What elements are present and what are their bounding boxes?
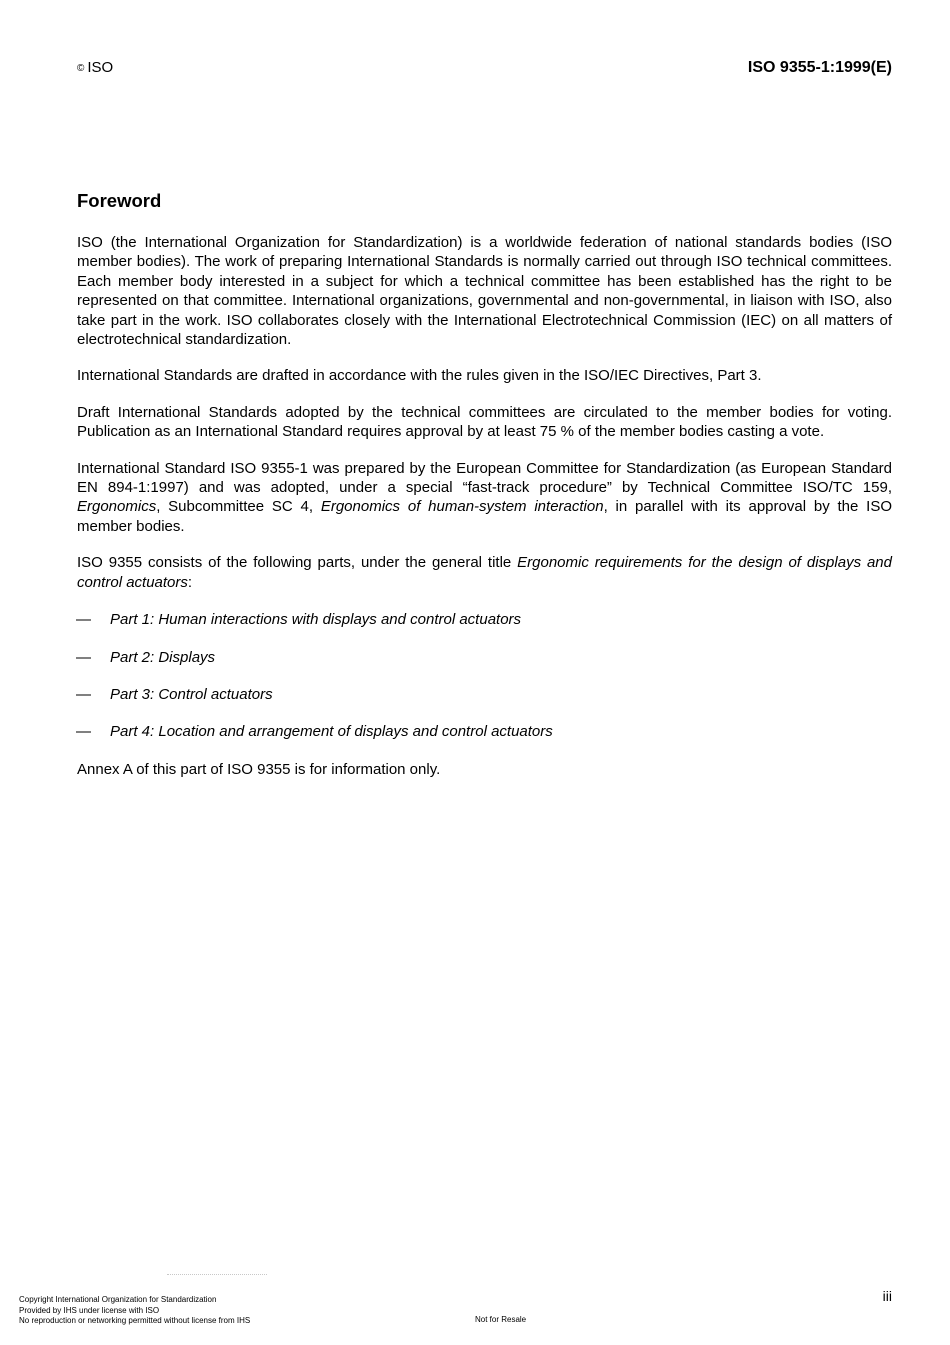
list-item-label: Part 3: Control actuators [110,685,273,703]
footer-line-copyright: Copyright International Organization for Standardization [19,1295,217,1304]
footer-line-reproduction: No reproduction or networking permitted without license from IHS [19,1316,251,1325]
paragraph-iso-intro: ISO (the International Organization for Standardization) is a worldwide federation of national standards bodies (ISO member bodies). The work of preparing International Standards is normally carried out through ISO technical committees. Each member body interested in a subject for which a technical committee has been established has the right to be represented on that committee. International organizations, governmental and non-governmental, in liaison with ISO, also take part in the work. ISO collaborates closely with the International Electrotechnical Commission (IEC) on all matters of electrotechnical standardization. [77,234,892,349]
footer-line-provided: Provided by IHS under license with ISO [19,1305,160,1315]
paragraph-preparation [77,459,892,537]
foreword-body [77,233,892,796]
list-item [77,648,892,667]
footer-not-for-resale: Not for Resale [475,1315,527,1324]
page-title: Foreword [77,190,162,211]
paragraph-preparation-italic-1: Ergonomics [77,498,157,516]
list-item-label: Part 4: Location and arrangement of displays and control actuators [110,723,553,741]
header-org: ISO [87,59,114,76]
header-left [77,59,113,76]
faint-mark [167,1274,267,1277]
list-dash: — [76,685,91,703]
copyright-symbol: © [77,63,85,74]
list-item [77,610,892,629]
footer-notice [19,1295,250,1327]
paragraph-parts-intro [77,553,892,592]
list-dash: — [76,611,91,629]
paragraph-preparation-text-1: International Standard ISO 9355-1 was prepared by the European Committee for Standardization (as European Standard EN 894-1:1997) and was adopted, under a special “fast-track procedure” by Technical Committee ISO/TC 159, [77,459,892,497]
paragraph-parts-colon: : [187,573,193,591]
paragraph-preparation-text-2: , Subcommittee SC 4, [156,498,321,516]
list-item [77,722,892,741]
paragraph-draft-standards: Draft International Standards adopted by the technical committees are circulated to the member bodies for voting. Publication as an International Standard requires approval by at least 75 % of the member bodies casting a vote. [77,403,892,441]
paragraph-preparation-italic-2: Ergonomics of human-system interaction [320,498,604,516]
paragraph-parts-text: ISO 9355 consists of the following parts, under the general title [77,554,518,572]
list-dash: — [76,648,91,666]
list-item-label: Part 2: Displays [110,648,216,666]
list-dash: — [76,723,91,741]
list-item [77,685,892,704]
paragraph-annex: Annex A of this part of ISO 9355 is for information only. [77,760,441,778]
paragraph-preparation-text-3: , in parallel with its approval by the ISO member bodies. [77,498,893,535]
paragraph-parts-title: Ergonomic requirements for the design of displays and control actuators [77,554,892,591]
paragraph-directives: International Standards are drafted in accordance with the rules given in the ISO/IEC Directives, Part 3. [77,367,762,385]
page-number: iii [882,1288,892,1304]
list-item-label: Part 1: Human interactions with displays and control actuators [110,611,522,629]
document-id: ISO 9355-1:1999(E) [747,59,892,76]
